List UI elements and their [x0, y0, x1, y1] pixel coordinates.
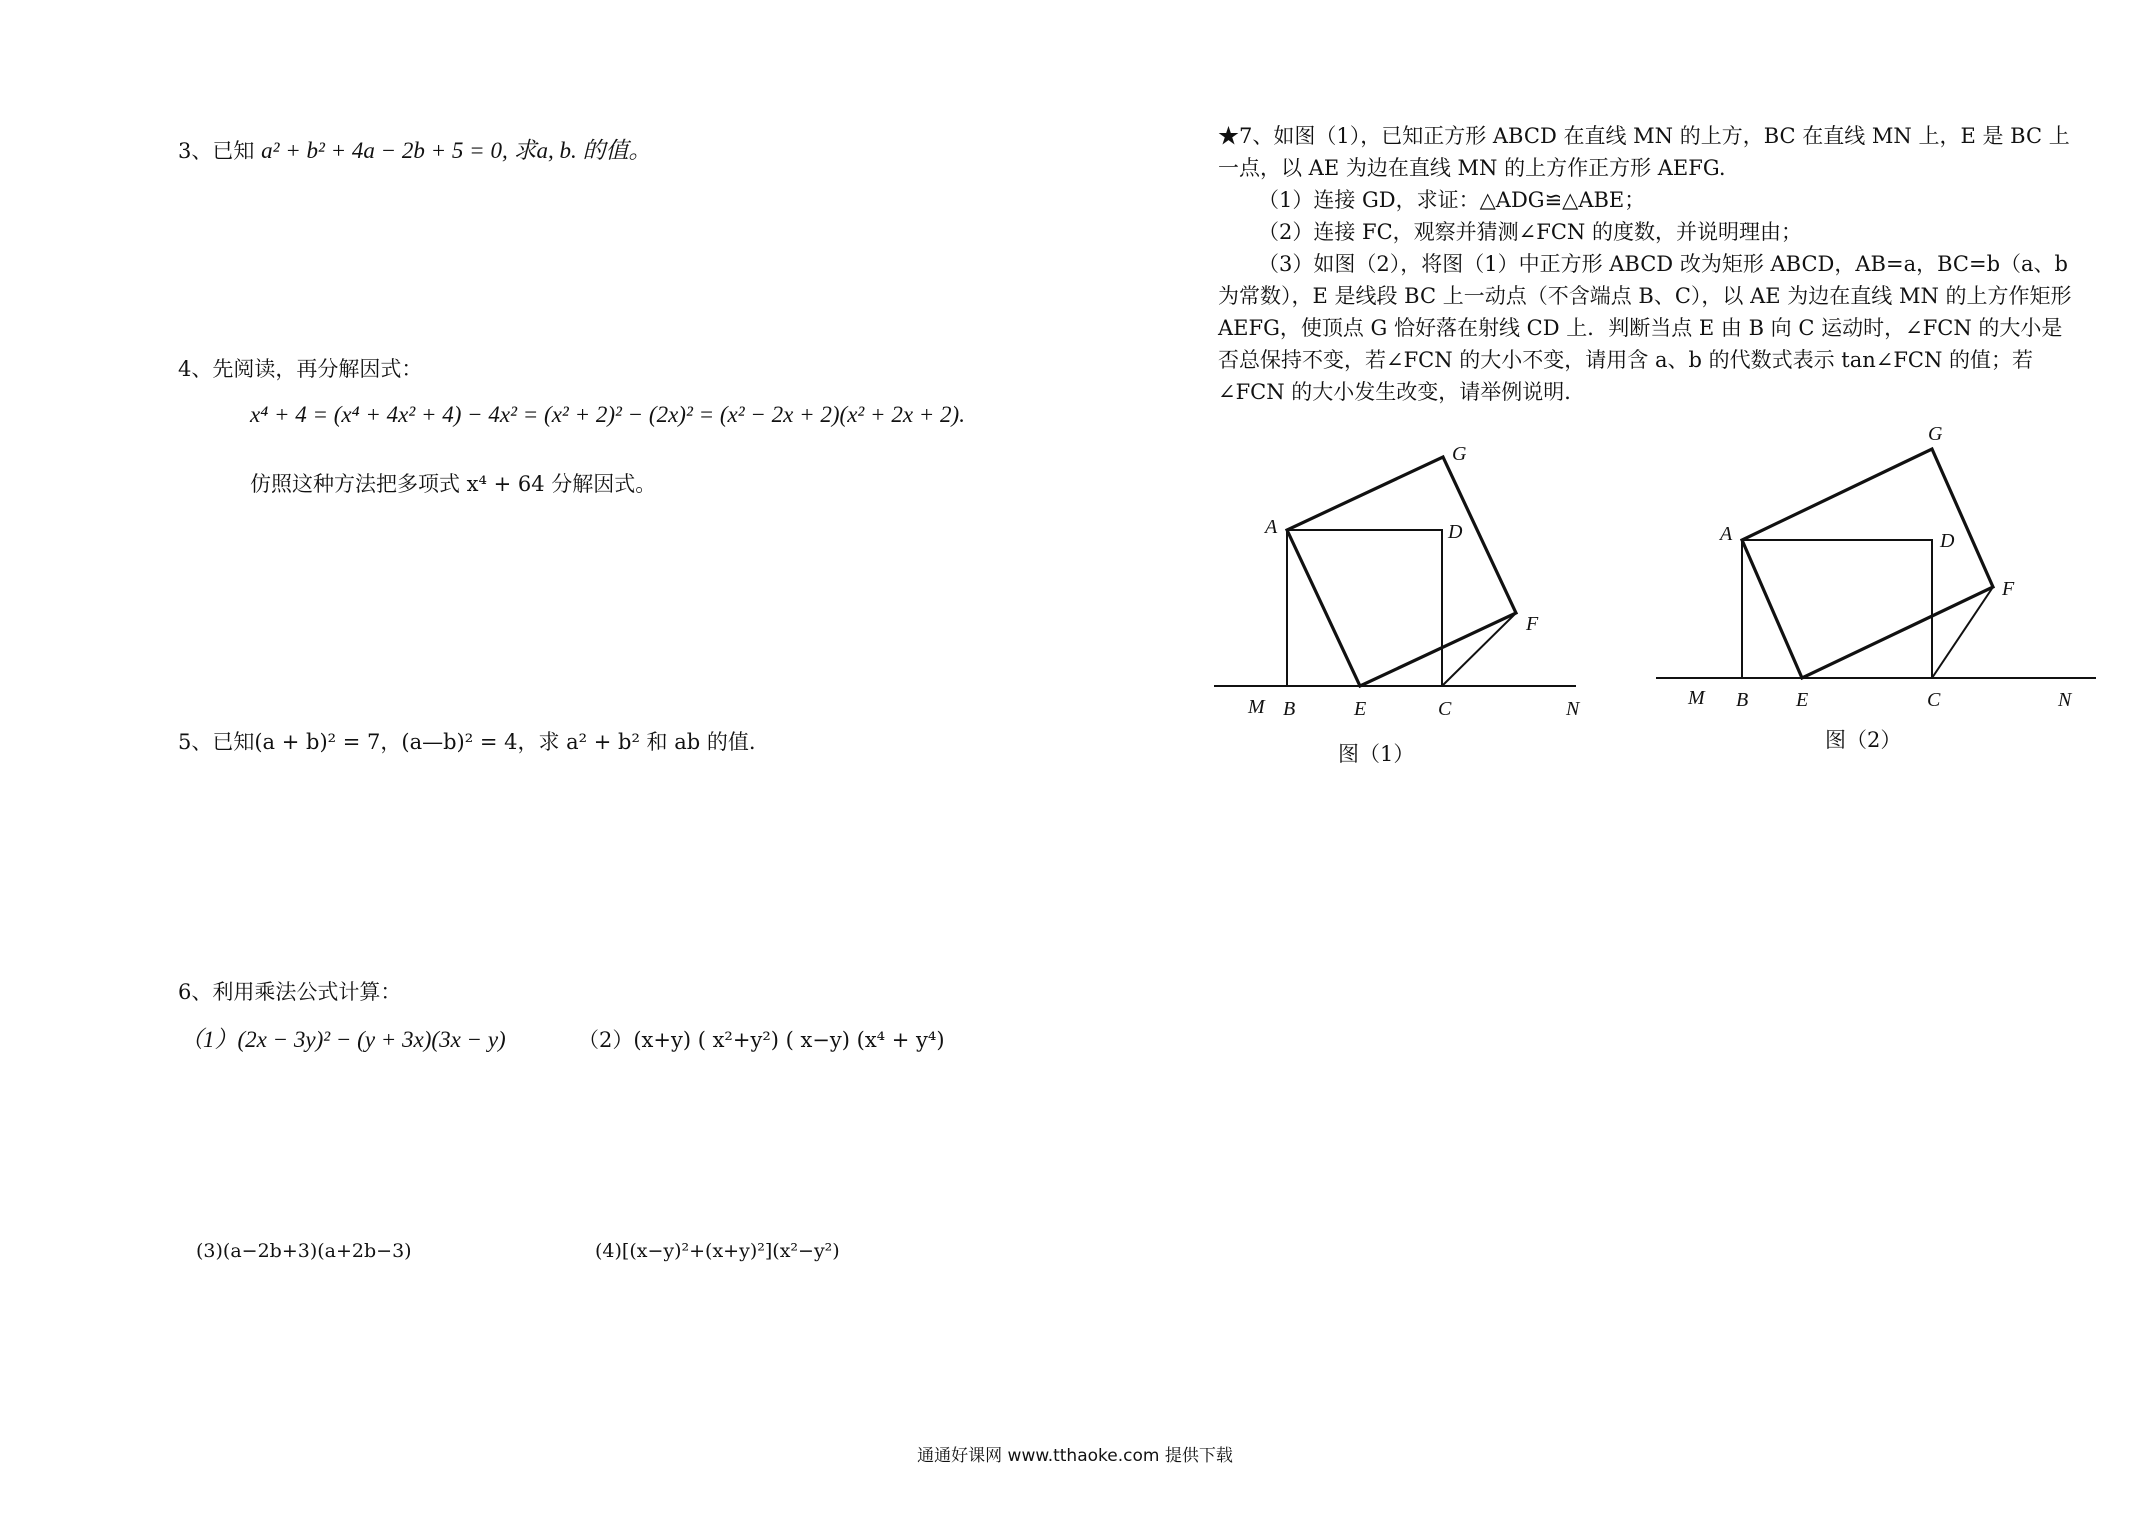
question-7-sub-1: （1）连接 GD，求证：△ADG≌△ABE；	[1258, 188, 1646, 212]
question-6-part-3: (3)(a−2b+3)(a+2b−3)	[196, 1240, 412, 1262]
point-label-b: B	[1283, 698, 1296, 720]
point-label-d: D	[1940, 530, 1955, 552]
point-label-g: G	[1928, 423, 1943, 445]
question-7	[1218, 120, 2078, 408]
question-7-sub-3: （3）如图（2），将图（1）中正方形 ABCD 改为矩形 ABCD，AB=a，BC=b（a、b 为常数），E 是线段 BC 上一动点（不含端点 B、C），以 AE 为边在直线 MN 的上方作矩形 AEFG，使顶点 G 恰好落在射线 CD 上．判断当点 E 由 B 向 C 运动时，∠FCN 的大小是否总保持不变，若∠FCN 的大小不变，请用含 a、b 的代数式表示 tan∠FCN 的值；若∠FCN 的大小发生改变，请举例说明．	[1218, 252, 2072, 404]
figure-1-diagram	[1210, 440, 1590, 740]
question-7-sub-2: （2）连接 FC，观察并猜测∠FCN 的度数，并说明理由；	[1258, 220, 1802, 244]
point-label-e: E	[1796, 689, 1809, 711]
figure-2-caption: 图（2）	[1825, 728, 1902, 752]
question-6-part-4: (4)[(x−y)²+(x+y)²](x²−y²)	[595, 1240, 840, 1262]
point-label-e: E	[1354, 698, 1367, 720]
figure-2	[1650, 425, 2100, 725]
point-label-d: D	[1448, 521, 1463, 543]
question-4-instruction: 仿照这种方法把多项式 x⁴ + 64 分解因式。	[250, 472, 657, 496]
question-4-label: 4、先阅读，再分解因式：	[178, 357, 423, 381]
point-label-a: A	[1720, 523, 1733, 545]
point-label-m: M	[1688, 687, 1705, 709]
point-label-n: N	[2058, 689, 2072, 711]
point-label-g: G	[1452, 443, 1467, 465]
question-7-intro: ★7、如图（1），已知正方形 ABCD 在直线 MN 的上方，BC 在直线 MN 上，E 是 BC 上一点，以 AE 为边在直线 MN 的上方作正方形 AEFG.	[1218, 124, 2070, 180]
question-6-part-1: （1）(2x − 3y)² − (y + 3x)(3x − y)	[180, 1027, 506, 1052]
point-label-f: F	[1526, 613, 1539, 635]
point-label-c: C	[1927, 689, 1941, 711]
footer-text: 通通好课网 www.tthaoke.com 提供下载	[917, 1446, 1233, 1466]
segment-cf	[1442, 613, 1516, 686]
question-3	[178, 135, 651, 167]
square-abcd	[1287, 530, 1442, 686]
point-label-n: N	[1566, 698, 1580, 720]
question-6-label: 6、利用乘法公式计算：	[178, 980, 402, 1004]
figure-2-diagram	[1650, 425, 2100, 725]
point-label-c: C	[1438, 698, 1452, 720]
question-5: 5、已知(a + b)² = 7，(a—b)² = 4，求 a² + b² 和 ab 的值.	[178, 730, 756, 754]
point-label-m: M	[1248, 696, 1265, 718]
point-label-a: A	[1265, 516, 1278, 538]
figure-1-caption: 图（1）	[1338, 742, 1415, 766]
question-4-formula: x⁴ + 4 = (x⁴ + 4x² + 4) − 4x² = (x² + 2)² − (2x)² = (x² − 2x + 2)(x² + 2x + 2).	[250, 402, 965, 427]
question-6-part-2: （2）(x+y) ( x²+y²) ( x−y) (x⁴ + y⁴)	[578, 1028, 945, 1052]
question-3-label: 3、已知	[178, 139, 255, 163]
point-label-b: B	[1736, 689, 1749, 711]
point-label-f: F	[2002, 578, 2015, 600]
question-3-formula: a² + b² + 4a − 2b + 5 = 0, 求a, b. 的值。	[261, 138, 652, 163]
square-aefg	[1287, 457, 1516, 686]
figure-1	[1210, 440, 1590, 740]
